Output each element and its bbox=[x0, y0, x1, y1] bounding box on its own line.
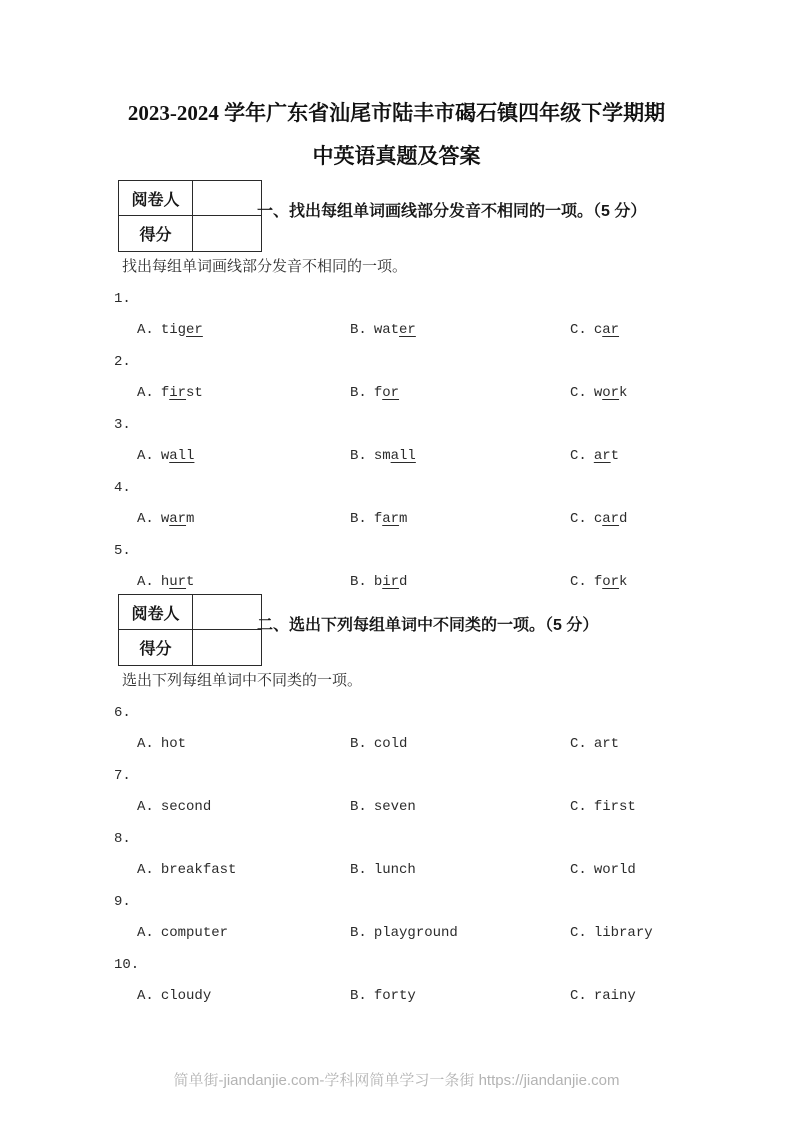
word-pre: computer bbox=[160, 925, 229, 941]
question-options bbox=[137, 988, 793, 1004]
word-pre: f bbox=[593, 574, 603, 590]
word-underlined: all bbox=[169, 448, 195, 464]
word-pre: cold bbox=[373, 736, 408, 752]
option-b bbox=[350, 799, 570, 815]
option-b bbox=[350, 574, 570, 590]
word-pre: w bbox=[160, 511, 170, 527]
word-underlined: ar bbox=[593, 448, 611, 464]
option-word bbox=[594, 322, 619, 338]
word-underlined: ir bbox=[382, 574, 400, 590]
option-letter: A. bbox=[137, 988, 154, 1004]
question-options bbox=[137, 511, 793, 527]
section-2-heading: 二、选出下列每组单词中不同类的一项。（5 分） bbox=[257, 617, 599, 634]
word-underlined: or bbox=[382, 385, 400, 401]
option-a bbox=[137, 511, 350, 527]
option-letter: B. bbox=[350, 322, 367, 338]
option-b bbox=[350, 988, 570, 1004]
page-title-line2: 中英语真题及答案 bbox=[312, 144, 481, 168]
section-2-header bbox=[0, 594, 793, 666]
section-2-instruction: 选出下列每组单词中不同类的一项。 bbox=[122, 673, 363, 689]
question-options bbox=[137, 322, 793, 338]
score-label-cell: 得分 bbox=[119, 216, 193, 251]
option-a bbox=[137, 862, 350, 878]
option-letter: C. bbox=[570, 799, 587, 815]
word-pre: breakfast bbox=[160, 862, 237, 878]
question-options bbox=[137, 925, 793, 941]
word-underlined: or bbox=[602, 385, 620, 401]
question-number: 9. bbox=[114, 894, 131, 910]
option-letter: A. bbox=[137, 925, 154, 941]
option-c bbox=[570, 799, 793, 815]
score-blank-cell bbox=[193, 216, 261, 251]
question-number: 7. bbox=[114, 768, 131, 784]
question-options bbox=[137, 862, 793, 878]
option-c bbox=[570, 862, 793, 878]
word-pre: rainy bbox=[593, 988, 636, 1004]
option-a bbox=[137, 925, 350, 941]
option-letter: A. bbox=[137, 736, 154, 752]
word-underlined: ar bbox=[602, 511, 620, 527]
option-word bbox=[374, 799, 416, 815]
word-pre: c bbox=[593, 322, 603, 338]
option-c bbox=[570, 925, 793, 941]
question-options bbox=[137, 448, 793, 464]
word-pre: world bbox=[593, 862, 636, 878]
word-underlined: er bbox=[186, 322, 203, 338]
option-a bbox=[137, 322, 350, 338]
option-a bbox=[137, 385, 350, 401]
option-letter: C. bbox=[570, 925, 587, 941]
word-post: k bbox=[619, 385, 628, 401]
option-b bbox=[350, 862, 570, 878]
option-word bbox=[374, 925, 458, 941]
option-letter: B. bbox=[350, 925, 367, 941]
word-pre: w bbox=[593, 385, 603, 401]
option-letter: B. bbox=[350, 574, 367, 590]
question-number: 10. bbox=[114, 957, 140, 973]
option-b bbox=[350, 448, 570, 464]
option-b bbox=[350, 322, 570, 338]
word-pre: second bbox=[160, 799, 212, 815]
question-number: 1. bbox=[114, 291, 131, 307]
option-word bbox=[374, 574, 408, 590]
word-pre: cloudy bbox=[160, 988, 212, 1004]
option-word bbox=[374, 385, 399, 401]
option-word bbox=[161, 925, 228, 941]
option-letter: B. bbox=[350, 862, 367, 878]
option-c bbox=[570, 322, 793, 338]
question-number: 6. bbox=[114, 705, 131, 721]
option-word bbox=[594, 799, 636, 815]
section-1-header bbox=[0, 180, 793, 252]
word-pre: wat bbox=[373, 322, 400, 338]
option-a bbox=[137, 736, 350, 752]
option-c bbox=[570, 736, 793, 752]
question-options bbox=[137, 799, 793, 815]
section-1-heading: 一、找出每组单词画线部分发音不相同的一项。（5 分） bbox=[257, 203, 647, 220]
option-letter: A. bbox=[137, 574, 154, 590]
score-label-cell: 得分 bbox=[119, 630, 193, 665]
word-underlined: ur bbox=[169, 574, 187, 590]
grader-score-table-1 bbox=[118, 180, 262, 252]
option-word bbox=[594, 385, 628, 401]
word-pre: first bbox=[593, 799, 636, 815]
question-options bbox=[137, 385, 793, 401]
option-c bbox=[570, 385, 793, 401]
word-pre: b bbox=[373, 574, 383, 590]
option-letter: C. bbox=[570, 574, 587, 590]
word-pre: forty bbox=[373, 988, 416, 1004]
option-letter: B. bbox=[350, 511, 367, 527]
option-word bbox=[161, 862, 237, 878]
option-word bbox=[374, 988, 416, 1004]
word-underlined: all bbox=[390, 448, 416, 464]
word-pre: lunch bbox=[373, 862, 416, 878]
option-word bbox=[374, 448, 416, 464]
option-letter: A. bbox=[137, 322, 154, 338]
word-pre: playground bbox=[373, 925, 458, 941]
question-number: 3. bbox=[114, 417, 131, 433]
option-b bbox=[350, 385, 570, 401]
word-post: d bbox=[619, 511, 628, 527]
word-underlined: ar bbox=[169, 511, 187, 527]
option-word bbox=[161, 988, 211, 1004]
option-letter: A. bbox=[137, 385, 154, 401]
option-letter: C. bbox=[570, 862, 587, 878]
question-number: 2. bbox=[114, 354, 131, 370]
word-post: d bbox=[399, 574, 408, 590]
page-title bbox=[0, 92, 793, 178]
option-word bbox=[594, 988, 636, 1004]
option-word bbox=[161, 448, 195, 464]
word-pre: f bbox=[160, 385, 170, 401]
option-letter: B. bbox=[350, 736, 367, 752]
option-word bbox=[594, 925, 653, 941]
word-underlined: ir bbox=[169, 385, 187, 401]
word-pre: f bbox=[373, 385, 383, 401]
option-letter: A. bbox=[137, 862, 154, 878]
score-blank-cell bbox=[193, 630, 261, 665]
word-pre: hot bbox=[160, 736, 187, 752]
word-post: k bbox=[619, 574, 628, 590]
option-word bbox=[374, 511, 408, 527]
option-word bbox=[161, 799, 211, 815]
word-underlined: ar bbox=[382, 511, 400, 527]
option-word bbox=[594, 448, 619, 464]
option-word bbox=[161, 322, 203, 338]
grader-score-table-2 bbox=[118, 594, 262, 666]
option-word bbox=[594, 736, 619, 752]
option-a bbox=[137, 799, 350, 815]
option-letter: C. bbox=[570, 322, 587, 338]
option-letter: C. bbox=[570, 736, 587, 752]
word-post: t bbox=[610, 448, 620, 464]
option-letter: B. bbox=[350, 988, 367, 1004]
option-a bbox=[137, 988, 350, 1004]
option-word bbox=[161, 736, 186, 752]
option-word bbox=[594, 862, 636, 878]
word-pre: seven bbox=[373, 799, 416, 815]
option-word bbox=[161, 511, 195, 527]
word-pre: f bbox=[373, 511, 383, 527]
page-title-line1: 2023-2024 学年广东省汕尾市陆丰市碣石镇四年级下学期期 bbox=[127, 101, 666, 125]
option-word bbox=[594, 574, 628, 590]
option-c bbox=[570, 511, 793, 527]
word-post: st bbox=[186, 385, 203, 401]
option-b bbox=[350, 511, 570, 527]
word-post: t bbox=[186, 574, 195, 590]
section-1-instruction: 找出每组单词画线部分发音不相同的一项。 bbox=[122, 259, 408, 275]
question-options bbox=[137, 736, 793, 752]
word-pre: w bbox=[160, 448, 170, 464]
option-letter: C. bbox=[570, 448, 587, 464]
reviewer-blank-cell bbox=[193, 595, 261, 630]
word-pre: art bbox=[593, 736, 620, 752]
word-underlined: ar bbox=[602, 322, 620, 338]
option-c bbox=[570, 448, 793, 464]
option-b bbox=[350, 925, 570, 941]
option-b bbox=[350, 736, 570, 752]
option-letter: A. bbox=[137, 799, 154, 815]
option-word bbox=[161, 385, 203, 401]
word-pre: c bbox=[593, 511, 603, 527]
option-c bbox=[570, 574, 793, 590]
option-word bbox=[374, 322, 416, 338]
option-a bbox=[137, 448, 350, 464]
word-underlined: or bbox=[602, 574, 620, 590]
word-underlined: er bbox=[399, 322, 416, 338]
option-letter: B. bbox=[350, 448, 367, 464]
option-letter: A. bbox=[137, 448, 154, 464]
question-options bbox=[137, 574, 793, 590]
option-letter: C. bbox=[570, 511, 587, 527]
word-pre: library bbox=[593, 925, 653, 941]
reviewer-label-cell: 阅卷人 bbox=[119, 181, 193, 216]
option-a bbox=[137, 574, 350, 590]
option-letter: C. bbox=[570, 385, 587, 401]
option-word bbox=[594, 511, 628, 527]
word-pre: h bbox=[160, 574, 170, 590]
option-letter: A. bbox=[137, 511, 154, 527]
option-c bbox=[570, 988, 793, 1004]
word-pre: tig bbox=[160, 322, 187, 338]
word-pre: sm bbox=[373, 448, 391, 464]
option-word bbox=[161, 574, 195, 590]
reviewer-label-cell: 阅卷人 bbox=[119, 595, 193, 630]
option-word bbox=[374, 862, 416, 878]
reviewer-blank-cell bbox=[193, 181, 261, 216]
question-number: 8. bbox=[114, 831, 131, 847]
option-letter: C. bbox=[570, 988, 587, 1004]
option-letter: B. bbox=[350, 385, 367, 401]
question-number: 5. bbox=[114, 543, 131, 559]
site-watermark: 简单街-jiandanjie.com-学科网简单学习一条街 https://jiandanjie.com bbox=[173, 1072, 620, 1089]
option-word bbox=[374, 736, 408, 752]
word-post: m bbox=[186, 511, 195, 527]
question-number: 4. bbox=[114, 480, 131, 496]
option-letter: B. bbox=[350, 799, 367, 815]
word-post: m bbox=[399, 511, 408, 527]
